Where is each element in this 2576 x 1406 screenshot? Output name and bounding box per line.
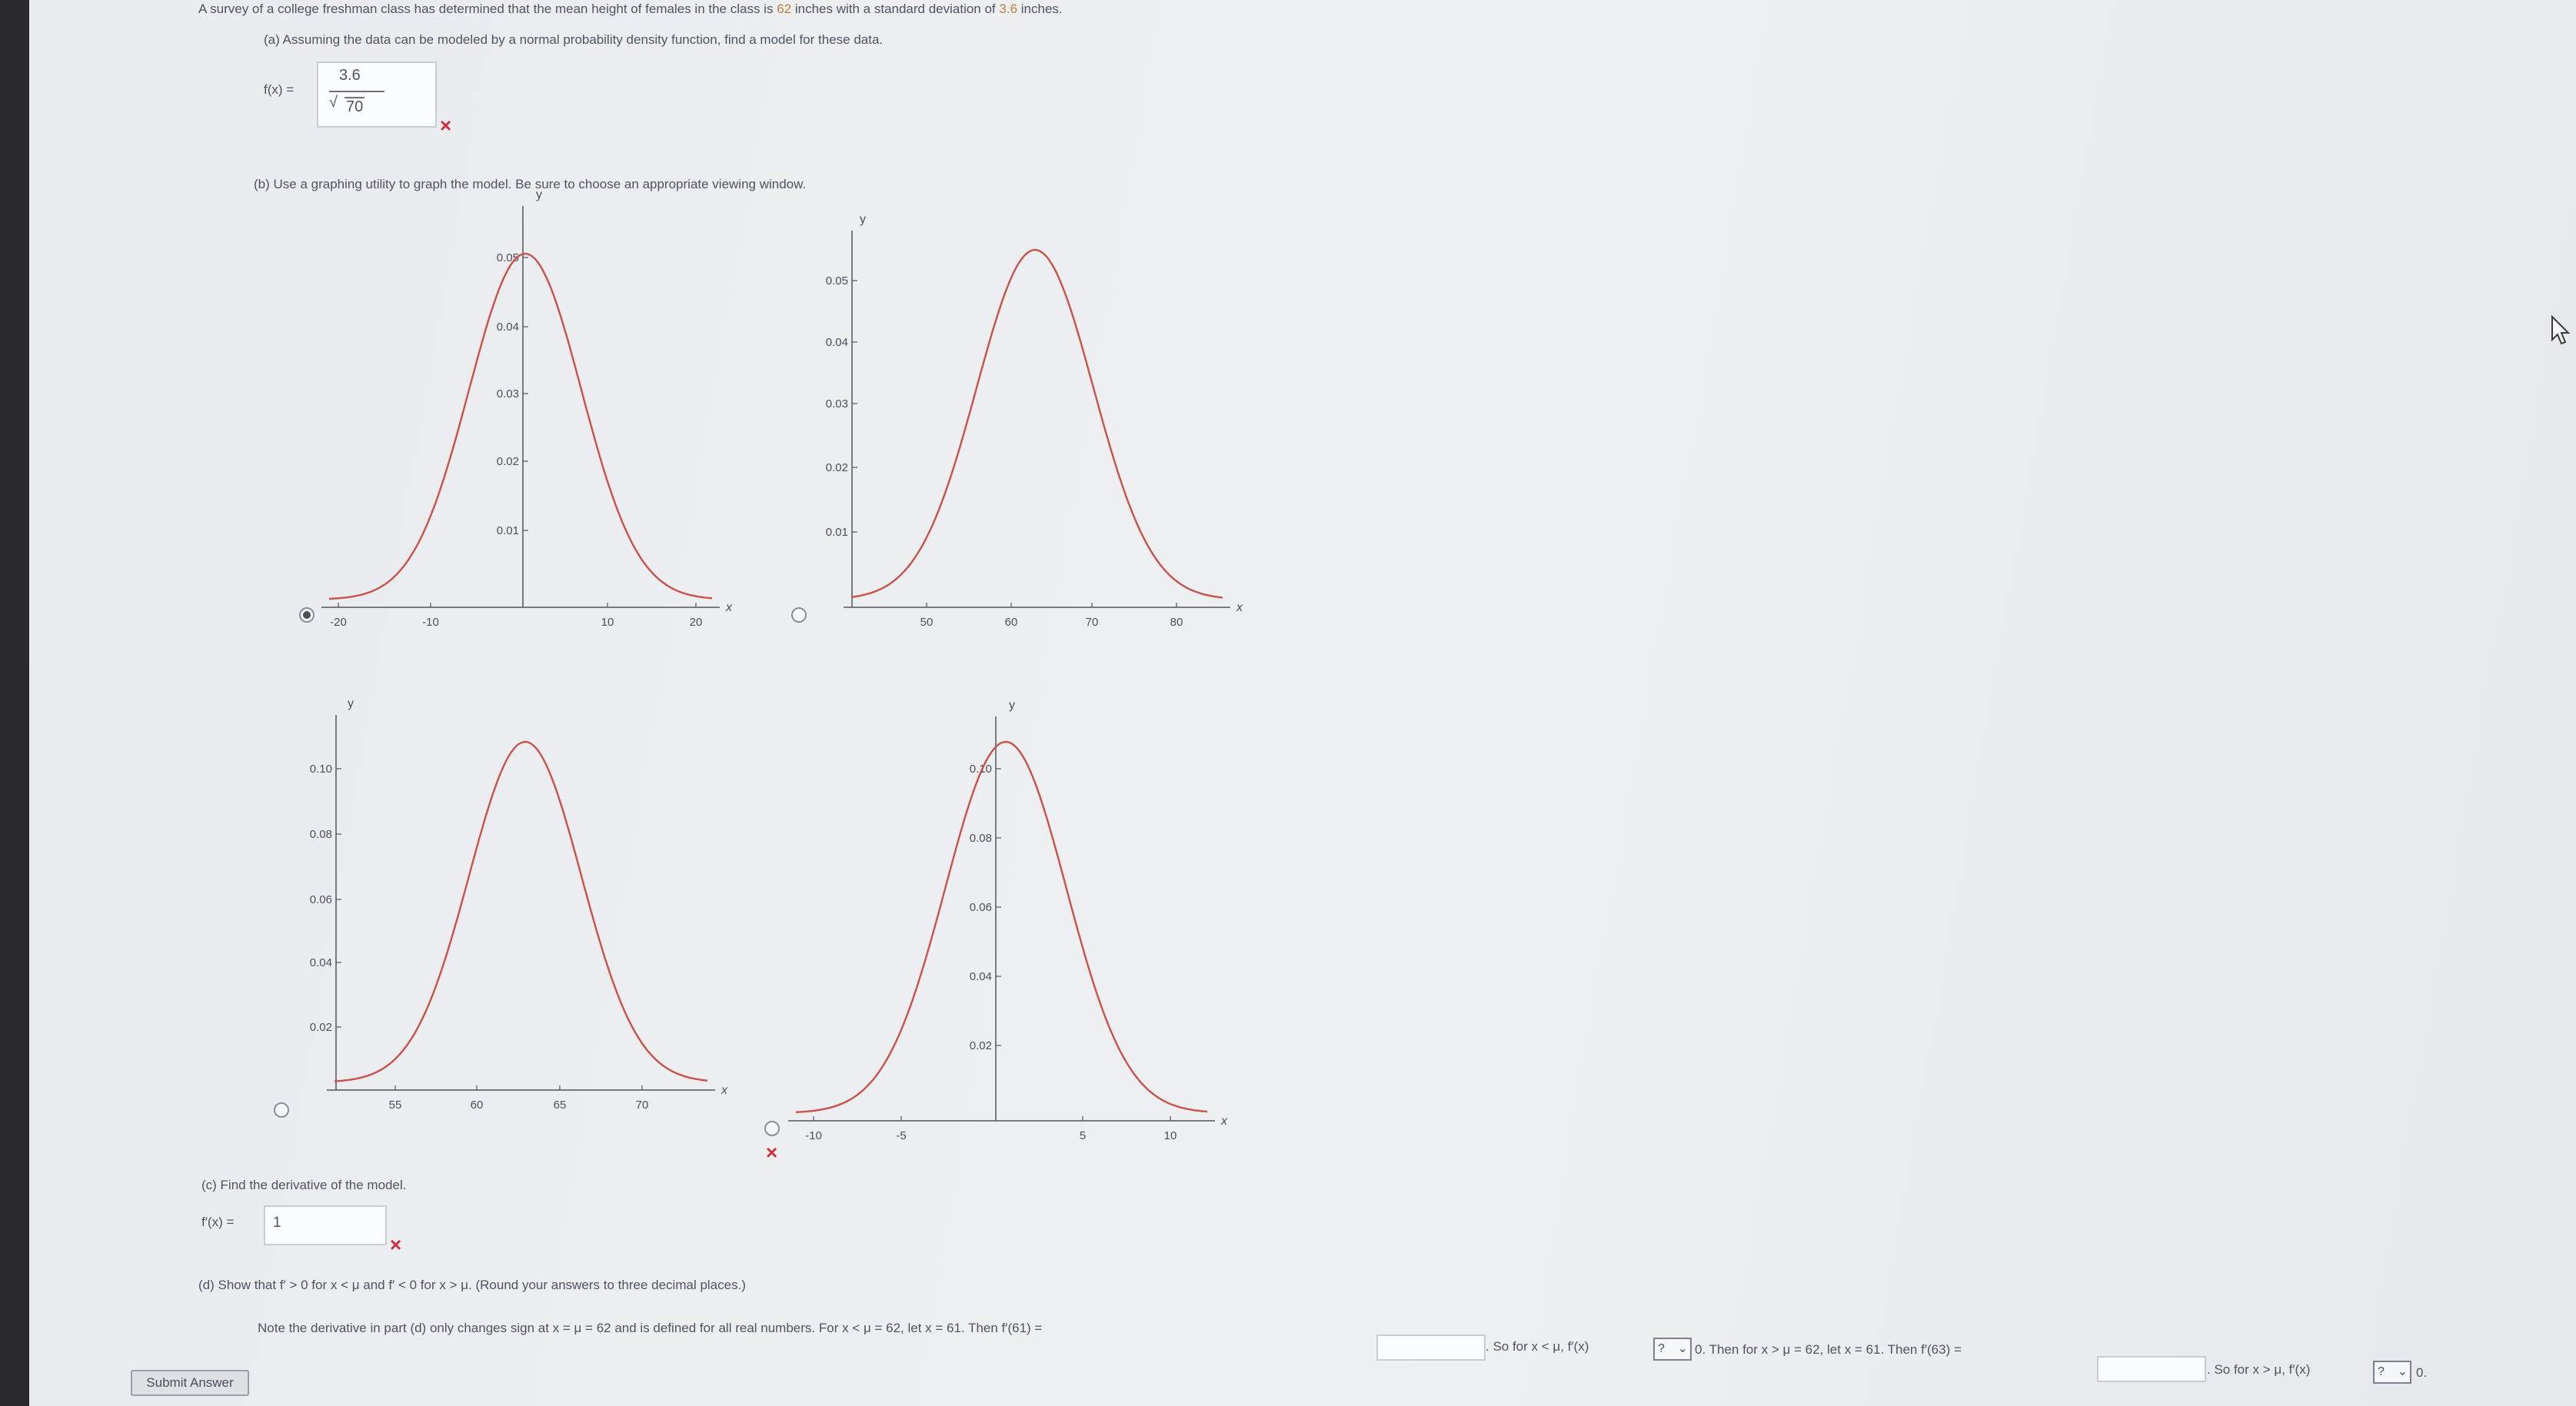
bell-curve [796, 742, 1207, 1112]
bell-curve [329, 254, 712, 599]
y-tick-label: 0.02 [825, 461, 848, 474]
y-tick-label: 0.06 [969, 901, 992, 914]
sign-select-2[interactable] [2373, 1361, 2411, 1384]
x-tick-label: 60 [470, 1099, 484, 1112]
x-axis-label: x [726, 601, 732, 614]
y-tick-label: 0.10 [969, 763, 992, 776]
x-tick-label: -5 [896, 1129, 907, 1142]
y-axis-label: y [1009, 699, 1015, 712]
y-tick-label: 0.02 [969, 1039, 992, 1052]
part-a-fx-label: f(x) = [264, 82, 295, 97]
mean-value: 62 [777, 2, 792, 16]
y-tick-label: 0.05 [825, 274, 848, 288]
graph-1 [321, 188, 733, 629]
x-tick-label: -20 [330, 616, 347, 629]
x-tick-label: 70 [1085, 616, 1099, 629]
part-c-text: (c) Find the derivative of the model. [201, 1178, 407, 1192]
sign-select-1-value: ? [1658, 1342, 1665, 1355]
y-axis-label: y [348, 697, 354, 710]
sign-select-2-value: ? [2378, 1365, 2385, 1378]
graph-3 [310, 697, 728, 1112]
x-tick-label: 65 [553, 1099, 567, 1112]
x-axis-label: x [1236, 601, 1243, 614]
x-tick-label: 50 [920, 616, 934, 629]
part-d-note-2: . So for x < μ, f′(x) [1486, 1339, 1589, 1354]
part-d-note-5: 0. [2416, 1365, 2428, 1380]
bell-curve [334, 742, 707, 1082]
sign-select-1[interactable] [1653, 1338, 1692, 1361]
question-intro: A survey of a college freshman class has determined that the mean height of females in the class is 62 inches with a standard deviation of 3.6 inches. [198, 2, 1063, 16]
y-tick-label: 0.01 [496, 524, 519, 537]
y-tick-label: 0.08 [309, 828, 332, 841]
y-tick-label: 0.08 [969, 832, 992, 845]
y-tick-label: 0.03 [496, 387, 519, 401]
numerator: 3.6 [339, 67, 361, 84]
graph-4 [788, 699, 1228, 1142]
x-tick-label: 80 [1170, 616, 1183, 629]
x-axis-label: x [1221, 1115, 1227, 1128]
y-tick-label: 0.10 [309, 763, 332, 776]
y-tick-label: 0.04 [496, 321, 519, 334]
y-tick-label: 0.05 [496, 251, 519, 264]
x-tick-label: 5 [1079, 1129, 1087, 1142]
x-tick-label: -10 [805, 1129, 822, 1142]
x-tick-label: 10 [1163, 1129, 1177, 1142]
bell-curve [851, 250, 1223, 597]
x-tick-label: 20 [689, 616, 703, 629]
y-tick-label: 0.02 [309, 1021, 332, 1034]
y-axis-label: y [536, 188, 542, 201]
y-tick-label: 0.03 [825, 397, 848, 410]
part-d-note-3: 0. Then for x > μ = 62, let x = 61. Then f′(63) = [1695, 1342, 1962, 1357]
part-c-value: 1 [273, 1215, 281, 1231]
part-a-text: (a) Assuming the data can be modeled by a normal probability density function, find a model for these data. [264, 32, 884, 47]
chevron-down-icon: ⌄ [2397, 1365, 2408, 1378]
fprime-61-input[interactable] [1376, 1335, 1486, 1361]
part-b-text: (b) Use a graphing utility to graph the model. Be sure to choose an appropriate viewing window. [254, 177, 807, 191]
sd-value: 3.6 [999, 2, 1018, 16]
x-axis-label: x [721, 1084, 727, 1097]
denominator: 70 [346, 98, 364, 115]
chevron-down-icon: ⌄ [1677, 1342, 1688, 1355]
fprime-63-input[interactable] [2097, 1356, 2206, 1382]
y-tick-label: 0.04 [309, 956, 332, 969]
y-tick-label: 0.04 [825, 336, 848, 349]
part-a-wrong-icon: × [440, 114, 452, 137]
part-c-fpx-label: f′(x) = [201, 1215, 235, 1229]
submit-answer-button[interactable]: Submit Answer [131, 1370, 249, 1396]
part-b-wrong-icon: × [766, 1141, 778, 1164]
x-tick-label: 10 [601, 616, 614, 629]
part-d-note-1: Note the derivative in part (d) only changes sign at x = μ = 62 and is defined for all real numbers. For x < μ = 62, let x = 61. Then f′(61) = [258, 1321, 1043, 1335]
y-tick-label: 0.06 [309, 893, 332, 906]
part-c-wrong-icon: × [390, 1233, 402, 1256]
part-d-note-4: . So for x > μ, f′(x) [2207, 1362, 2311, 1377]
y-tick-label: 0.04 [969, 970, 992, 983]
sqrt-icon: √ [329, 94, 338, 111]
x-tick-label: 70 [635, 1099, 649, 1112]
y-tick-label: 0.01 [825, 526, 848, 539]
x-tick-label: -10 [422, 616, 439, 629]
part-c-answer-box[interactable] [264, 1205, 387, 1245]
y-tick-label: 0.02 [496, 455, 519, 468]
graph-2 [826, 213, 1243, 629]
x-tick-label: 55 [388, 1099, 402, 1112]
mouse-cursor-icon [2551, 315, 2571, 346]
x-tick-label: 60 [1004, 616, 1018, 629]
part-d-text: (d) Show that f′ > 0 for x < μ and f′ < 0 for x > μ. (Round your answers to three decimal places.) [198, 1278, 746, 1292]
y-axis-label: y [860, 213, 866, 226]
